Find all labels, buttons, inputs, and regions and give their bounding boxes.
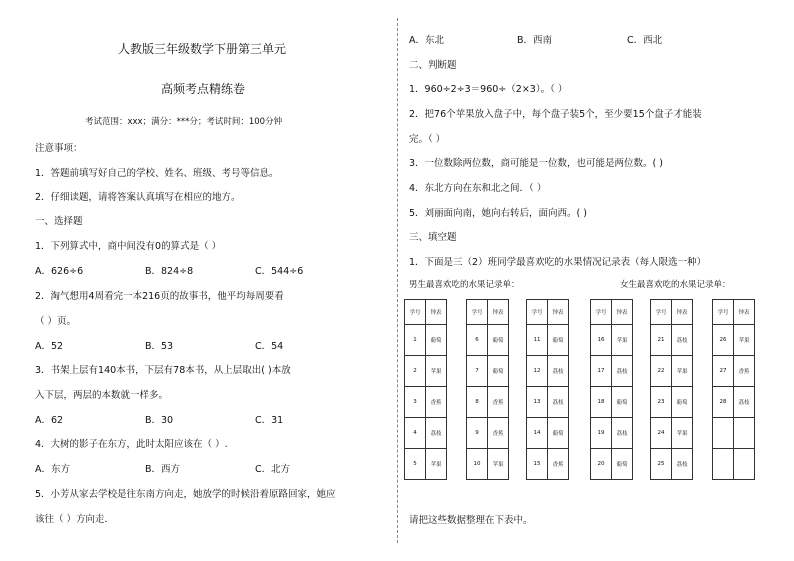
student-number-cell: 21 — [651, 325, 672, 356]
student-number-cell: 5 — [405, 449, 426, 480]
fruit-cell: 葡萄 — [488, 356, 509, 387]
table-row — [591, 418, 633, 449]
boys-caption: 男生最喜欢吃的水果记录单： — [409, 280, 520, 290]
option-c: C．544÷6 — [255, 266, 304, 277]
header-cell-number: 学号 — [651, 300, 672, 325]
option-a: A．东北 — [409, 35, 444, 46]
header-cell-number: 学号 — [591, 300, 612, 325]
header-cell-fruit: 钟表 — [734, 300, 755, 325]
fruit-cell: 苹果 — [488, 449, 509, 480]
fruit-cell: 葡萄 — [612, 449, 633, 480]
student-number-cell: 9 — [467, 418, 488, 449]
table-row — [591, 449, 633, 480]
student-number-cell: 20 — [591, 449, 612, 480]
option-b: B．西南 — [517, 35, 553, 46]
student-number-cell: 16 — [591, 325, 612, 356]
student-number-cell — [713, 418, 734, 449]
girls-caption: 女生最喜欢吃的水果记录单： — [620, 280, 731, 290]
student-number-cell: 13 — [527, 387, 548, 418]
table-row — [405, 325, 447, 356]
student-number-cell: 23 — [651, 387, 672, 418]
fruit-cell: 荔枝 — [426, 418, 447, 449]
student-number-cell: 28 — [713, 387, 734, 418]
option-c: C．31 — [255, 415, 284, 426]
student-number-cell: 2 — [405, 356, 426, 387]
table-row — [591, 356, 633, 387]
fruit-cell: 香蕉 — [426, 387, 447, 418]
option-a: A．52 — [35, 341, 64, 352]
judge-item: 1．960÷2÷3＝960÷（2×3）。（ ） — [409, 84, 568, 95]
student-number-cell: 10 — [467, 449, 488, 480]
table-row — [527, 325, 569, 356]
fruit-cell: 苹果 — [672, 418, 693, 449]
student-number-cell: 15 — [527, 449, 548, 480]
section-heading: 三、填空题 — [409, 232, 457, 243]
student-number-cell: 1 — [405, 325, 426, 356]
fruit-cell: 香蕉 — [734, 356, 755, 387]
question-text: 5．小芳从家去学校是往东南方向走，她放学的时候沿着原路回家，她应 — [35, 489, 336, 500]
fruit-cell: 葡萄 — [426, 325, 447, 356]
header-cell-fruit: 钟表 — [488, 300, 509, 325]
header-cell-number: 学号 — [713, 300, 734, 325]
fold-line — [397, 18, 398, 543]
notice-item: 1．答题前填写好自己的学校、姓名、班级、考号等信息。 — [35, 168, 279, 179]
table-row — [405, 418, 447, 449]
header-cell-number: 学号 — [527, 300, 548, 325]
fruit-cell: 荔枝 — [612, 356, 633, 387]
option-b: B．824÷8 — [145, 266, 194, 277]
option-b: B．53 — [145, 341, 174, 352]
notice-item: 2．仔细读题，请将答案认真填写在相应的地方。 — [35, 192, 241, 203]
boys-record-table — [404, 299, 447, 480]
question-text: 1．下列算式中，商中间没有0的算式是（ ） — [35, 241, 222, 252]
header-cell-fruit: 钟表 — [612, 300, 633, 325]
student-number-cell: 7 — [467, 356, 488, 387]
judge-item: 3．一位数除两位数，商可能是一位数，也可能是两位数。( ) — [409, 158, 663, 169]
judge-item-cont: 完。（ ） — [409, 134, 446, 145]
paper-subtitle: 高频考点精练卷 — [161, 82, 246, 96]
student-number-cell: 27 — [713, 356, 734, 387]
fruit-cell: 苹果 — [672, 356, 693, 387]
option-c: C．西北 — [627, 35, 663, 46]
judge-item: 4．东北方向在东和北之间．（ ） — [409, 183, 547, 194]
option-a: A．62 — [35, 415, 64, 426]
question-text: 3．书架上层有140本书，下层有78本书，从上层取出( )本放 — [35, 365, 291, 376]
girls-record-table — [650, 299, 693, 480]
fruit-cell: 荔枝 — [672, 325, 693, 356]
question-text: 2．淘气想用4周看完一本216页的故事书，他平均每周要看 — [35, 291, 284, 302]
fruit-cell: 荔枝 — [612, 418, 633, 449]
option-c: C．54 — [255, 341, 284, 352]
question-text: 4．大树的影子在东方，此时太阳应该在（ ）. — [35, 439, 228, 450]
fruit-cell: 香蕉 — [488, 418, 509, 449]
fruit-cell: 苹果 — [426, 356, 447, 387]
girls-record-table — [712, 299, 755, 480]
fruit-cell: 香蕉 — [488, 387, 509, 418]
student-number-cell: 14 — [527, 418, 548, 449]
table-row — [467, 356, 509, 387]
student-number-cell: 6 — [467, 325, 488, 356]
boys-record-table — [526, 299, 569, 480]
option-b: B．30 — [145, 415, 174, 426]
fruit-cell: 葡萄 — [488, 325, 509, 356]
fruit-cell: 荔枝 — [548, 387, 569, 418]
fruit-cell: 香蕉 — [548, 449, 569, 480]
option-a: A．东方 — [35, 464, 70, 475]
fruit-cell: 荔枝 — [672, 449, 693, 480]
table-row — [713, 449, 755, 480]
table-row — [713, 356, 755, 387]
question-text: 1．下面是三（2）班同学最喜欢吃的水果情况记录表（每人限选一种） — [409, 257, 707, 268]
header-cell-number: 学号 — [405, 300, 426, 325]
student-number-cell — [713, 449, 734, 480]
section-heading: 二、判断题 — [409, 60, 457, 71]
table-row — [405, 387, 447, 418]
fruit-cell: 葡萄 — [612, 387, 633, 418]
paper-title: 人教版三年级数学下册第三单元 — [118, 42, 287, 56]
fruit-cell — [734, 449, 755, 480]
header-cell-fruit: 钟表 — [672, 300, 693, 325]
fruit-cell — [734, 418, 755, 449]
table-row — [713, 387, 755, 418]
fruit-cell: 荔枝 — [548, 356, 569, 387]
student-number-cell: 24 — [651, 418, 672, 449]
table-row — [651, 449, 693, 480]
judge-item: 5．刘丽面向南，她向右转后，面向西。( ) — [409, 208, 587, 219]
table-row — [713, 325, 755, 356]
table-row — [467, 418, 509, 449]
student-number-cell: 22 — [651, 356, 672, 387]
section-heading: 一、选择题 — [35, 216, 83, 227]
student-number-cell: 17 — [591, 356, 612, 387]
question-text-cont: 该往（ ）方向走． — [35, 514, 115, 525]
student-number-cell: 26 — [713, 325, 734, 356]
table-row — [527, 449, 569, 480]
boys-record-table — [466, 299, 509, 480]
question-text-cont: 入下层，两层的本数就一样多。 — [35, 390, 169, 401]
student-number-cell: 3 — [405, 387, 426, 418]
header-cell-fruit: 钟表 — [426, 300, 447, 325]
fruit-cell: 苹果 — [734, 325, 755, 356]
table-row — [527, 387, 569, 418]
table-row — [467, 325, 509, 356]
judge-item: 2．把76个苹果放入盘子中，每个盘子装5个，至少要15个盘子才能装 — [409, 109, 702, 120]
header-cell-fruit: 钟表 — [548, 300, 569, 325]
fruit-cell: 苹果 — [426, 449, 447, 480]
table-row — [405, 356, 447, 387]
exam-info: 考试范围：xxx；满分：***分；考试时间：100分钟 — [85, 117, 283, 127]
option-a: A．626÷6 — [35, 266, 84, 277]
student-number-cell: 11 — [527, 325, 548, 356]
girls-record-table — [590, 299, 633, 480]
table-row — [651, 418, 693, 449]
option-b: B．西方 — [145, 464, 181, 475]
table-row — [527, 418, 569, 449]
student-number-cell: 12 — [527, 356, 548, 387]
fruit-cell: 葡萄 — [548, 325, 569, 356]
student-number-cell: 8 — [467, 387, 488, 418]
table-row — [651, 325, 693, 356]
question-text-cont: （ ）页。 — [35, 316, 77, 327]
fruit-cell: 苹果 — [612, 325, 633, 356]
table-row — [591, 325, 633, 356]
table-row — [713, 418, 755, 449]
table-row — [467, 449, 509, 480]
student-number-cell: 19 — [591, 418, 612, 449]
option-c: C．北方 — [255, 464, 291, 475]
fruit-cell: 葡萄 — [548, 418, 569, 449]
table-row — [651, 387, 693, 418]
table-row — [467, 387, 509, 418]
fruit-cell: 荔枝 — [734, 387, 755, 418]
fruit-cell: 葡萄 — [672, 387, 693, 418]
student-number-cell: 18 — [591, 387, 612, 418]
student-number-cell: 25 — [651, 449, 672, 480]
footer-instruction: 请把这些数据整理在下表中。 — [409, 515, 533, 526]
student-number-cell: 4 — [405, 418, 426, 449]
table-row — [527, 356, 569, 387]
notice-title: 注意事项： — [35, 143, 83, 154]
header-cell-number: 学号 — [467, 300, 488, 325]
table-row — [405, 449, 447, 480]
table-row — [651, 356, 693, 387]
table-row — [591, 387, 633, 418]
